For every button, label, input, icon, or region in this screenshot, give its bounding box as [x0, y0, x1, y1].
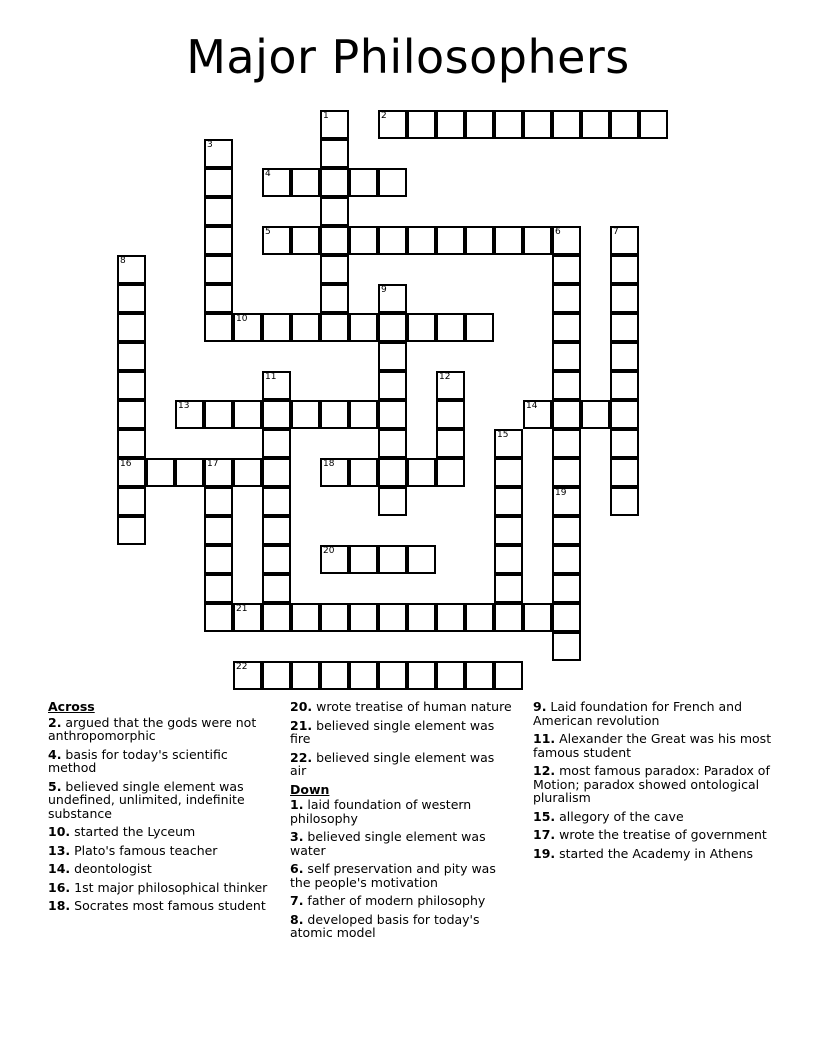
- grid-cell[interactable]: [552, 342, 581, 371]
- grid-cell[interactable]: [552, 313, 581, 342]
- grid-cell[interactable]: [494, 603, 523, 632]
- grid-cell[interactable]: [233, 400, 262, 429]
- grid-cell[interactable]: [610, 429, 639, 458]
- grid-cell[interactable]: [552, 429, 581, 458]
- grid-cell[interactable]: [291, 661, 320, 690]
- grid-cell[interactable]: [349, 313, 378, 342]
- clue-text: basis for today's scientific method: [48, 746, 228, 775]
- grid-cell[interactable]: [523, 226, 552, 255]
- down-clue: [290, 913, 512, 940]
- grid-cell[interactable]: [349, 603, 378, 632]
- grid-cell[interactable]: [552, 400, 581, 429]
- clue-number: 14: [526, 401, 538, 411]
- grid-cell[interactable]: [436, 371, 465, 400]
- grid-cell[interactable]: [320, 255, 349, 284]
- clue-text: Plato's famous teacher: [70, 842, 218, 858]
- grid-cell[interactable]: [349, 545, 378, 574]
- grid-cell[interactable]: [262, 429, 291, 458]
- grid-cell[interactable]: [204, 197, 233, 226]
- grid-cell[interactable]: [349, 168, 378, 197]
- clue-number: 3.: [290, 829, 304, 844]
- grid-cell[interactable]: [204, 139, 233, 168]
- grid-cell[interactable]: [291, 313, 320, 342]
- grid-cell[interactable]: [262, 487, 291, 516]
- grid-cell[interactable]: [117, 284, 146, 313]
- grid-cell[interactable]: [117, 429, 146, 458]
- grid-cell[interactable]: [523, 400, 552, 429]
- down-clue: [533, 847, 773, 861]
- clue-number: 20: [323, 546, 335, 556]
- grid-cell[interactable]: [610, 400, 639, 429]
- clue-number: 12.: [533, 763, 556, 778]
- clue-text: believed single element was fire: [290, 717, 495, 746]
- grid-cell[interactable]: [233, 313, 262, 342]
- grid-cell[interactable]: [581, 110, 610, 139]
- grid-cell[interactable]: [436, 603, 465, 632]
- grid-cell[interactable]: [204, 313, 233, 342]
- clue-number: 20.: [290, 699, 313, 714]
- grid-cell[interactable]: [320, 545, 349, 574]
- grid-cell[interactable]: [552, 255, 581, 284]
- clue-number: 16.: [48, 879, 71, 895]
- down-clue: [290, 798, 512, 825]
- grid-cell[interactable]: [204, 574, 233, 603]
- clue-number: 2.: [48, 714, 62, 730]
- grid-cell[interactable]: [465, 226, 494, 255]
- grid-cell[interactable]: [175, 400, 204, 429]
- grid-cell[interactable]: [204, 516, 233, 545]
- across-clue: [290, 719, 512, 746]
- grid-cell[interactable]: [117, 487, 146, 516]
- grid-cell[interactable]: [320, 458, 349, 487]
- grid-cell[interactable]: [552, 574, 581, 603]
- grid-cell[interactable]: [494, 458, 523, 487]
- clue-number: 10.: [48, 824, 71, 839]
- grid-cell[interactable]: [610, 226, 639, 255]
- grid-cell[interactable]: [204, 400, 233, 429]
- across-clue: [48, 862, 276, 876]
- grid-cell[interactable]: [320, 313, 349, 342]
- down-clue: [533, 810, 773, 824]
- grid-cell[interactable]: [378, 110, 407, 139]
- grid-cell[interactable]: [349, 400, 378, 429]
- clue-text: allegory of the cave: [555, 808, 684, 824]
- clue-number: 8.: [290, 911, 304, 927]
- grid-cell[interactable]: [610, 458, 639, 487]
- down-clue: [290, 862, 512, 889]
- down-clue: [533, 700, 773, 727]
- grid-cell[interactable]: [523, 110, 552, 139]
- grid-cell[interactable]: [262, 168, 291, 197]
- grid-cell[interactable]: [204, 545, 233, 574]
- grid-cell[interactable]: [204, 603, 233, 632]
- clue-text: started the Lyceum: [70, 824, 196, 839]
- grid-cell[interactable]: [552, 545, 581, 574]
- clue-number: 1: [323, 111, 329, 121]
- down-heading: Down: [290, 781, 330, 797]
- clue-text: believed single element was water: [290, 829, 486, 858]
- clue-number: 21: [236, 604, 248, 614]
- grid-cell[interactable]: [523, 603, 552, 632]
- grid-cell[interactable]: [291, 226, 320, 255]
- across-clue: [290, 751, 512, 778]
- grid-cell[interactable]: [378, 661, 407, 690]
- grid-cell[interactable]: [291, 400, 320, 429]
- grid-cell[interactable]: [465, 603, 494, 632]
- grid-cell[interactable]: [204, 458, 233, 487]
- clue-number: 15: [497, 430, 509, 440]
- grid-cell[interactable]: [407, 661, 436, 690]
- clue-number: 1.: [290, 797, 304, 812]
- clue-number: 4.: [48, 746, 62, 762]
- across-clue: [48, 881, 276, 895]
- clue-number: 17.: [533, 827, 556, 842]
- clue-number: 22.: [290, 749, 313, 765]
- clue-number: 11.: [533, 731, 556, 746]
- clue-text: believed single element was air: [290, 749, 495, 778]
- grid-cell[interactable]: [465, 313, 494, 342]
- grid-cell[interactable]: [262, 371, 291, 400]
- down-clue: [290, 894, 512, 908]
- grid-cell[interactable]: [581, 400, 610, 429]
- grid-cell[interactable]: [407, 603, 436, 632]
- across-clue: [290, 700, 512, 714]
- grid-cell[interactable]: [262, 400, 291, 429]
- grid-cell[interactable]: [436, 226, 465, 255]
- clue-number: 3: [207, 140, 213, 150]
- grid-cell[interactable]: [407, 545, 436, 574]
- down-clue: [290, 830, 512, 857]
- clue-text: most famous paradox: Paradox of Motion; paradox showed ontological pluralism: [533, 763, 770, 805]
- clue-number: 16: [120, 459, 132, 469]
- grid-cell[interactable]: [610, 110, 639, 139]
- grid-cell[interactable]: [610, 487, 639, 516]
- grid-cell[interactable]: [291, 603, 320, 632]
- grid-cell[interactable]: [465, 661, 494, 690]
- grid-cell[interactable]: [320, 661, 349, 690]
- across-clue: [48, 780, 276, 821]
- grid-cell[interactable]: [378, 342, 407, 371]
- across-clue: [48, 825, 276, 839]
- grid-cell[interactable]: [349, 661, 378, 690]
- clue-number: 6.: [290, 861, 304, 876]
- grid-cell[interactable]: [117, 342, 146, 371]
- grid-cell[interactable]: [378, 226, 407, 255]
- grid-cell[interactable]: [117, 400, 146, 429]
- grid-cell[interactable]: [378, 458, 407, 487]
- grid-cell[interactable]: [262, 661, 291, 690]
- clue-number: 15.: [533, 808, 556, 824]
- grid-cell[interactable]: [233, 458, 262, 487]
- grid-cell[interactable]: [552, 458, 581, 487]
- grid-cell[interactable]: [378, 400, 407, 429]
- grid-cell[interactable]: [262, 603, 291, 632]
- grid-cell[interactable]: [146, 458, 175, 487]
- grid-cell[interactable]: [552, 371, 581, 400]
- clue-text: wrote the treatise of government: [555, 827, 767, 842]
- grid-cell[interactable]: [117, 516, 146, 545]
- grid-cell[interactable]: [117, 255, 146, 284]
- grid-cell[interactable]: [204, 487, 233, 516]
- grid-cell[interactable]: [320, 284, 349, 313]
- grid-cell[interactable]: [610, 255, 639, 284]
- grid-cell[interactable]: [262, 226, 291, 255]
- grid-cell[interactable]: [320, 226, 349, 255]
- grid-cell[interactable]: [465, 110, 494, 139]
- clue-number: 19: [555, 488, 567, 498]
- clue-text: argued that the gods were not anthropomorphic: [48, 714, 257, 743]
- grid-cell[interactable]: [378, 313, 407, 342]
- grid-cell[interactable]: [349, 226, 378, 255]
- grid-cell[interactable]: [610, 371, 639, 400]
- grid-cell[interactable]: [436, 400, 465, 429]
- clues-column-1: [48, 700, 276, 918]
- grid-cell[interactable]: [349, 458, 378, 487]
- clue-text: Socrates most famous student: [70, 898, 266, 913]
- grid-cell[interactable]: [378, 284, 407, 313]
- clue-text: wrote treatise of human nature: [312, 699, 512, 714]
- clue-number: 21.: [290, 717, 313, 733]
- grid-cell[interactable]: [436, 429, 465, 458]
- down-clue: [533, 828, 773, 842]
- grid-cell[interactable]: [378, 168, 407, 197]
- down-clue: [533, 764, 773, 805]
- grid-cell[interactable]: [204, 226, 233, 255]
- grid-cell[interactable]: [320, 197, 349, 226]
- grid-cell[interactable]: [320, 110, 349, 139]
- clue-text: self preservation and pity was the people's motivation: [290, 861, 496, 890]
- grid-cell[interactable]: [233, 603, 262, 632]
- clue-number: 8: [120, 256, 126, 266]
- grid-cell[interactable]: [262, 458, 291, 487]
- clue-number: 12: [439, 372, 451, 382]
- grid-cell[interactable]: [552, 487, 581, 516]
- grid-cell[interactable]: [552, 110, 581, 139]
- puzzle-title: Major Philosophers: [186, 30, 630, 84]
- clue-number: 2: [381, 111, 387, 121]
- grid-cell[interactable]: [117, 458, 146, 487]
- clue-number: 9: [381, 285, 387, 295]
- clue-number: 7: [613, 227, 619, 237]
- grid-cell[interactable]: [378, 603, 407, 632]
- clue-number: 11: [265, 372, 277, 382]
- grid-cell[interactable]: [552, 632, 581, 661]
- clue-number: 18.: [48, 898, 71, 913]
- clue-number: 7.: [290, 893, 304, 908]
- grid-cell[interactable]: [639, 110, 668, 139]
- grid-cell[interactable]: [407, 313, 436, 342]
- grid-cell[interactable]: [407, 458, 436, 487]
- grid-cell[interactable]: [204, 284, 233, 313]
- grid-cell[interactable]: [494, 110, 523, 139]
- grid-cell[interactable]: [320, 139, 349, 168]
- grid-cell[interactable]: [117, 313, 146, 342]
- grid-cell[interactable]: [117, 371, 146, 400]
- grid-cell[interactable]: [610, 284, 639, 313]
- clue-text: started the Academy in Athens: [555, 845, 754, 861]
- grid-cell[interactable]: [233, 661, 262, 690]
- clue-text: 1st major philosophical thinker: [70, 879, 268, 895]
- across-clue: [48, 899, 276, 913]
- grid-cell[interactable]: [407, 110, 436, 139]
- clues-column-3: [533, 700, 773, 865]
- grid-cell[interactable]: [262, 574, 291, 603]
- grid-cell[interactable]: [291, 168, 320, 197]
- grid-cell[interactable]: [610, 313, 639, 342]
- clue-number: 18: [323, 459, 335, 469]
- grid-cell[interactable]: [494, 545, 523, 574]
- grid-cell[interactable]: [262, 516, 291, 545]
- grid-cell[interactable]: [378, 545, 407, 574]
- grid-cell[interactable]: [552, 284, 581, 313]
- down-clue: [533, 732, 773, 759]
- clue-text: deontologist: [70, 861, 152, 876]
- grid-cell[interactable]: [552, 226, 581, 255]
- clue-number: 5.: [48, 778, 62, 794]
- grid-cell[interactable]: [407, 226, 436, 255]
- across-clue: [48, 844, 276, 858]
- clue-number: 22: [236, 662, 248, 672]
- clue-number: 19.: [533, 845, 556, 861]
- clue-number: 14.: [48, 861, 71, 876]
- grid-cell[interactable]: [552, 516, 581, 545]
- clue-number: 13: [178, 401, 190, 411]
- grid-cell[interactable]: [494, 661, 523, 690]
- grid-cell[interactable]: [262, 313, 291, 342]
- grid-cell[interactable]: [610, 342, 639, 371]
- clue-number: 4: [265, 169, 271, 179]
- grid-cell[interactable]: [494, 516, 523, 545]
- grid-cell[interactable]: [320, 168, 349, 197]
- grid-cell[interactable]: [436, 661, 465, 690]
- grid-cell[interactable]: [204, 255, 233, 284]
- grid-cell[interactable]: [494, 487, 523, 516]
- clue-text: developed basis for today's atomic model: [290, 911, 480, 940]
- clue-number: 17: [207, 459, 219, 469]
- grid-cell[interactable]: [436, 313, 465, 342]
- clue-number: 9.: [533, 699, 547, 714]
- grid-cell[interactable]: [378, 487, 407, 516]
- grid-cell[interactable]: [204, 168, 233, 197]
- clue-text: laid foundation of western philosophy: [290, 797, 472, 826]
- grid-cell[interactable]: [320, 400, 349, 429]
- across-clue: [48, 716, 276, 743]
- clue-text: father of modern philosophy: [303, 893, 486, 908]
- clue-text: Alexander the Great was his most famous student: [533, 731, 772, 760]
- clue-text: Laid foundation for French and American revolution: [533, 699, 743, 728]
- grid-cell[interactable]: [494, 574, 523, 603]
- clue-number: 10: [236, 314, 248, 324]
- grid-cell[interactable]: [552, 603, 581, 632]
- across-clue: [48, 748, 276, 775]
- clues-column-2: [290, 700, 512, 945]
- grid-cell[interactable]: [436, 458, 465, 487]
- grid-cell[interactable]: [175, 458, 204, 487]
- grid-cell[interactable]: [378, 371, 407, 400]
- grid-cell[interactable]: [378, 429, 407, 458]
- clue-number: 13.: [48, 842, 71, 858]
- grid-cell[interactable]: [262, 545, 291, 574]
- clue-number: 6: [555, 227, 561, 237]
- clue-number: 5: [265, 227, 271, 237]
- clue-text: believed single element was undefined, unlimited, indefinite substance: [48, 778, 245, 821]
- across-heading: Across: [48, 699, 95, 714]
- grid-cell[interactable]: [320, 603, 349, 632]
- grid-cell[interactable]: [436, 110, 465, 139]
- grid-cell[interactable]: [494, 226, 523, 255]
- grid-cell[interactable]: [494, 429, 523, 458]
